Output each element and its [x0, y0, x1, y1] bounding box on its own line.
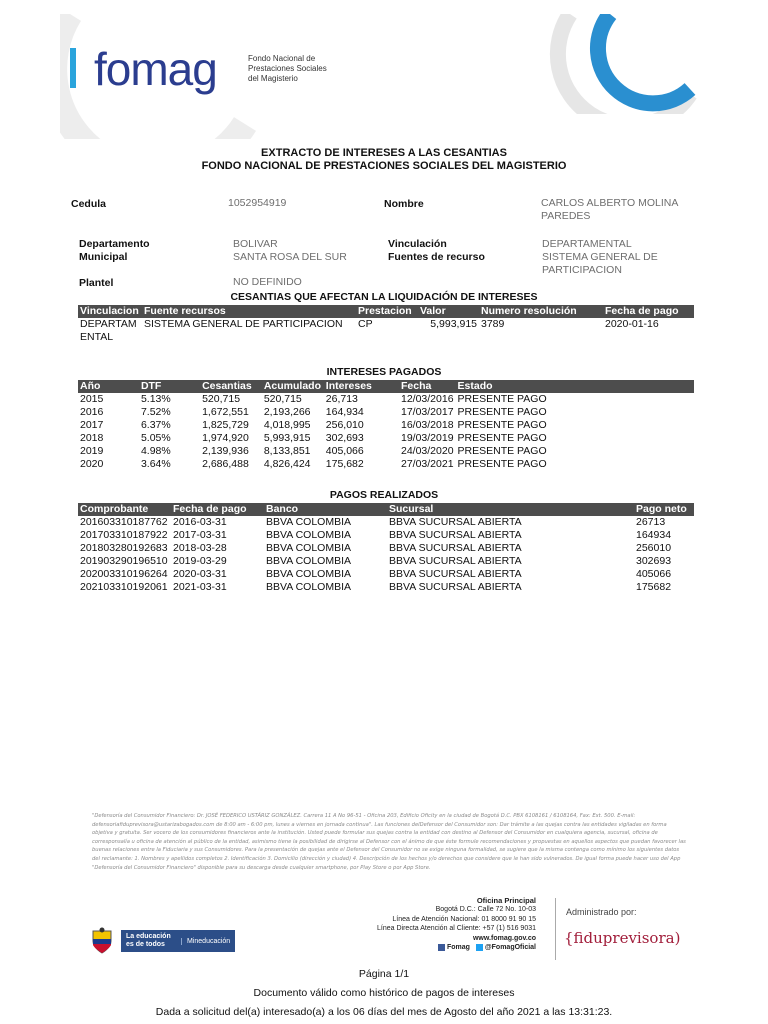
cesantias-row [78, 318, 694, 331]
intereses-section-title: INTERESES PAGADOS [326, 366, 442, 378]
table-cell: PRESENTE PAGO [457, 406, 547, 418]
table-cell: 2016-03-31 [173, 516, 227, 528]
table-cell: 7.52% [140, 406, 171, 418]
table-cell: SISTEMA GENERAL DE PARTICIPACION [144, 318, 343, 330]
table-cell: 302693 [636, 555, 672, 567]
fiduprevisora-logo: {fiduprevisora) [564, 929, 681, 947]
table-cell: 256,010 [325, 419, 364, 431]
office-national-line: Línea de Atención Nacional: 01 8000 91 90 15 [392, 915, 536, 923]
table-cell: 16/03/2018 [400, 419, 454, 431]
table-cell: 2018 [80, 432, 104, 444]
intereses-table [78, 380, 694, 471]
cesantias-table [78, 305, 694, 344]
office-social [296, 943, 536, 952]
cedula-label: Cedula [71, 198, 107, 210]
table-cell: 3789 [481, 318, 505, 330]
intereses-row [78, 458, 694, 471]
table-cell: PRESENTE PAGO [457, 445, 547, 457]
table-cell: 175682 [636, 581, 672, 593]
table-cell: 2021-03-31 [173, 581, 227, 593]
table-cell: 405066 [636, 568, 672, 580]
facebook-icon [438, 944, 445, 951]
cedula-value: 1052954919 [228, 197, 287, 209]
table-cell: 2019 [80, 445, 104, 457]
pagos-row [78, 529, 694, 542]
fuentes-value: SISTEMA GENERAL DE PARTICIPACION [542, 251, 658, 276]
vinculacion-value: DEPARTAMENTAL [542, 238, 632, 250]
cesantias-row-wrap [78, 331, 694, 344]
table-cell: 2019-03-29 [173, 555, 227, 567]
column-header: Sucursal [387, 503, 634, 516]
table-cell: 2,686,488 [202, 458, 249, 470]
table-cell: PRESENTE PAGO [457, 432, 547, 444]
table-cell: 12/03/2016 [400, 393, 454, 405]
table-cell: 520,715 [202, 393, 241, 405]
table-cell: 201903290196510 [80, 555, 168, 567]
pagos-table [78, 503, 694, 594]
column-header: Año [78, 380, 139, 393]
table-cell: 520,715 [263, 393, 302, 405]
fomag-logo [70, 40, 370, 110]
column-header: Numero resolución [479, 305, 603, 318]
table-cell: 2017 [80, 419, 104, 431]
column-header: Cesantias [200, 380, 262, 393]
table-cell: 302,693 [325, 432, 364, 444]
table-cell: 24/03/2020 [400, 445, 454, 457]
table-cell: 5,993,915 [430, 318, 477, 330]
logo-accent-bar [70, 48, 76, 88]
table-cell: 201603310187762 [80, 516, 168, 528]
ministry-name: Mineducación [181, 938, 235, 945]
table-cell: 2016 [80, 406, 104, 418]
facebook-handle[interactable]: Fomag [446, 944, 470, 952]
municipal-value: SANTA ROSA DEL SUR [233, 251, 347, 263]
table-cell: 26,713 [325, 393, 358, 405]
departamento-value: BOLIVAR [233, 238, 278, 250]
table-cell: 2020 [80, 458, 104, 470]
plantel-value: NO DEFINIDO [233, 276, 302, 288]
intereses-row [78, 445, 694, 458]
logo-wordmark: fomag [94, 43, 217, 95]
twitter-handle[interactable]: @FomagOficial [484, 944, 536, 952]
table-cell: 1,672,551 [202, 406, 249, 418]
pagos-section-title: PAGOS REALIZADOS [329, 489, 439, 501]
table-cell: 2020-01-16 [605, 318, 659, 330]
header-decoration-right [540, 14, 700, 114]
table-cell: 1,974,920 [202, 432, 249, 444]
departamento-label: Departamento [79, 238, 150, 250]
vinculacion-label: Vinculación [388, 238, 447, 250]
table-cell: 5,993,915 [263, 432, 311, 444]
table-cell: 27/03/2021 [400, 458, 454, 470]
table-cell: BBVA SUCURSAL ABIERTA [389, 542, 522, 554]
intereses-row [78, 406, 694, 419]
table-cell: 175,682 [325, 458, 364, 470]
nombre-value: CARLOS ALBERTO MOLINA PAREDES [541, 197, 679, 222]
table-cell: BBVA COLOMBIA [266, 542, 351, 554]
document-title: EXTRACTO DE INTERESES A LAS CESANTIAS [261, 147, 507, 159]
pagos-row [78, 555, 694, 568]
table-cell: BBVA SUCURSAL ABIERTA [389, 555, 522, 567]
colombia-shield-icon [89, 927, 115, 955]
column-header: Banco [264, 503, 387, 516]
footer-divider [555, 898, 556, 960]
table-cell: 1,825,729 [202, 419, 249, 431]
table-cell: PRESENTE PAGO [457, 419, 547, 431]
cesantias-section-title: CESANTIAS QUE AFECTAN LA LIQUIDACIÓN DE INTERESES [230, 291, 538, 303]
validity-note: Documento válido como histórico de pagos de intereses [253, 987, 515, 999]
column-header: Acumulado [262, 380, 324, 393]
intereses-row [78, 419, 694, 432]
education-slogan: La educación es de todos [126, 933, 171, 948]
table-cell: 4,826,424 [263, 458, 311, 470]
table-cell: CP [358, 318, 373, 330]
municipal-label: Municipal [79, 251, 128, 263]
column-header: Comprobante [78, 503, 171, 516]
table-cell: 164934 [636, 529, 672, 541]
office-contact [296, 896, 536, 952]
pagos-row [78, 516, 694, 529]
office-direct-line: Línea Directa Atención al Cliente: +57 (1) 516 9031 [377, 925, 536, 933]
column-header: Intereses [324, 380, 399, 393]
table-cell: 202003310196264 [80, 568, 168, 580]
table-cell: BBVA SUCURSAL ABIERTA [389, 581, 522, 593]
table-cell: 2,193,266 [263, 406, 311, 418]
office-website[interactable]: www.fomag.gov.co [472, 934, 536, 942]
pagos-row [78, 581, 694, 594]
table-cell: 2020-03-31 [173, 568, 227, 580]
table-cell: 201803280192683 [80, 542, 168, 554]
column-header: Fecha de pago [171, 503, 264, 516]
pagos-row [78, 568, 694, 581]
twitter-icon [476, 944, 483, 951]
plantel-label: Plantel [79, 277, 114, 289]
administered-by-label: Administrado por: [566, 907, 637, 917]
column-header: Prestacion [356, 305, 418, 318]
document-subtitle: FONDO NACIONAL DE PRESTACIONES SOCIALES DEL MAGISTERIO [201, 160, 567, 172]
table-cell: 2015 [80, 393, 104, 405]
consumer-defender-disclaimer: "Defensoría del Consumidor Financiero: Dr. JOSÉ FEDERICO USTÁRIZ GONZÁLEZ. Carrera 11 A No 96-51 - Oficina 203, Edificio Oficity en la ciudad de Bogotá D.C. PBX 6108161 / 6108164, Fax: Ext. 500. E-mail: defensoriafiduprevisora@ustarizabogados.com de 8:00 am - 6:00 pm, lunes a viernes en jornada continua". Las funciones delDefensor del Consumidor son: Dar trámite a las quejas contra las entidades vigiladas en forma objetiva y gratuita. Ser vocero de los consumidores financieros ante la institución. Usted puede formular sus quejas contra la entidad con destino al Defensor del Consumidor en cualquiera agencia, sucursal, oficina de corresponsalía u oficina de atención al público de la entidad, asimismo tiene la posibilidad de dirigirse al Defensor con el ánimo de que éste formule recomendaciones y propuestas en aquellos aspectos que puedan favorecer las buenas relaciones entre la Fiduciaria y sus Consumidores. Para la presentación de quejas ante el Defensor del Consumidor no se exige ninguna formalidad, se sugiere que la misma contenga como mínimo los siguientes datos del reclamante: 1. Nombres y apellidos completos 2. Identificación 3. Domicilio (dirección y ciudad) 4. Descripción de los hechos y/o derechos que considere que le han sido vulnerados. De igual forma puede hacer uso del App "Defensoría del Consumidor Financiero" disponible para su descarga desde cualquier smartphone, por Play Store o por App Store. [92, 813, 686, 871]
table-cell: 19/03/2019 [400, 432, 454, 444]
column-header: Fecha [399, 380, 456, 393]
table-cell: BBVA COLOMBIA [266, 529, 351, 541]
table-cell: 202103310192061 [80, 581, 168, 593]
table-cell: BBVA COLOMBIA [266, 555, 351, 567]
pagos-row [78, 542, 694, 555]
logo-subtitle: Fondo Nacional de Prestaciones Sociales del Magisterio [248, 54, 327, 83]
table-cell: 26713 [636, 516, 666, 528]
table-cell: PRESENTE PAGO [457, 393, 547, 405]
table-cell: 17/03/2017 [400, 406, 454, 418]
table-cell: 201703310187922 [80, 529, 168, 541]
request-note: Dada a solicitud del(a) interesado(a) a los 06 días del mes de Agosto del año 2021 a las 13:31:23. [155, 1006, 613, 1018]
column-header: DTF [139, 380, 200, 393]
table-cell: 4,018,995 [263, 419, 311, 431]
table-cell: 2,139,936 [202, 445, 249, 457]
intereses-row [78, 432, 694, 445]
table-cell: 2017-03-31 [173, 529, 227, 541]
column-header: Vinculacion [78, 305, 142, 318]
table-cell: 6.37% [140, 419, 171, 431]
table-cell: BBVA COLOMBIA [266, 516, 351, 528]
nombre-label: Nombre [384, 198, 424, 210]
education-logo [89, 927, 243, 955]
table-cell: PRESENTE PAGO [457, 458, 547, 470]
table-cell: 5.13% [140, 393, 171, 405]
intereses-row [78, 393, 694, 406]
table-cell: 5.05% [140, 432, 171, 444]
column-header: Valor [418, 305, 479, 318]
column-header: Pago neto [634, 503, 694, 516]
table-cell: 4.98% [140, 445, 171, 457]
column-header: Fuente recursos [142, 305, 356, 318]
page-number: Página 1/1 [358, 968, 410, 980]
table-cell: ENTAL [80, 331, 114, 343]
fuentes-label: Fuentes de recurso [388, 251, 485, 263]
table-cell: 164,934 [325, 406, 364, 418]
table-cell: BBVA SUCURSAL ABIERTA [389, 568, 522, 580]
table-cell: BBVA SUCURSAL ABIERTA [389, 529, 522, 541]
office-address: Bogotá D.C.: Calle 72 No. 10-03 [435, 906, 536, 914]
table-cell: 2018-03-28 [173, 542, 227, 554]
table-cell: 8,133,851 [263, 445, 311, 457]
table-cell: BBVA COLOMBIA [266, 568, 351, 580]
table-cell: 256010 [636, 542, 672, 554]
education-banner [121, 930, 235, 952]
table-cell: 405,066 [325, 445, 364, 457]
column-header: Estado [456, 380, 694, 393]
column-header: Fecha de pago [603, 305, 694, 318]
table-cell: DEPARTAM [80, 318, 137, 330]
office-heading: Oficina Principal [476, 896, 536, 905]
table-cell: BBVA COLOMBIA [266, 581, 351, 593]
table-cell: BBVA SUCURSAL ABIERTA [389, 516, 522, 528]
table-cell: 3.64% [140, 458, 171, 470]
